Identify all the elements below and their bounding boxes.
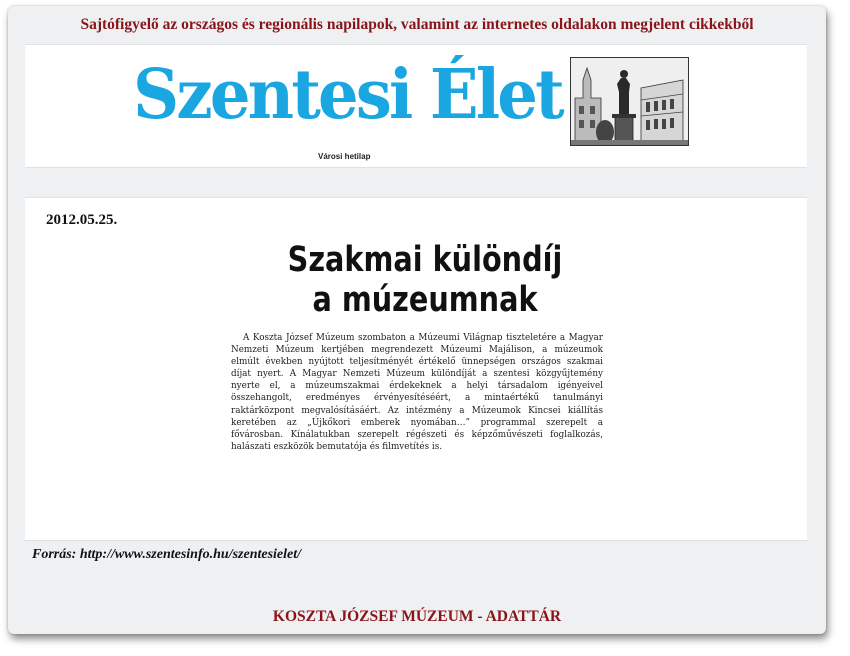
article-panel xyxy=(25,197,807,541)
headline-line-1: Szakmai különdíj xyxy=(287,240,563,280)
newspaper-subtitle: Városi hetilap xyxy=(318,152,371,161)
statue-illustration-graphic xyxy=(571,58,688,145)
footer-title: KOSZTA JÓZSEF MÚZEUM - ADATTÁR xyxy=(272,608,562,625)
article-body: A Koszta József Múzeum szombaton a Múzeumi Világnap tiszteletére a Magyar Nemzeti Múzeum kertjében megrendezett Múzeumi Majálison, a múzeumok elmúlt években nyújtott teljesítményét értékelő ünnepségen országos szakmai díjat nyert. A Magyar Nemzeti Múzeum különdíját a szentesi közgyűjtemény nyerte el, a múzeumszakmai érdekeknek a helyi társadalom igényeivel összehangolt, eredményes érvényesítéséért, a mintaértékű tanulmányi raktárközpont megvalósításáért. Az intézmény a Múzeumok Kincsei kiállítás keretében az „Újkőkori emberek nyomában…” programmal szerepelt a fővárosban. Kínálatukban szerepelt régészeti és képzőművészeti foglalkozás, halászati eszközök bemutatója és filmvetítés is. xyxy=(231,333,603,452)
newspaper-logo: Szentesi Élet xyxy=(133,55,562,135)
article-date: 2012.05.25. xyxy=(46,212,118,228)
source-link: Forrás: http://www.szentesinfo.hu/szentesielet/ xyxy=(32,547,302,562)
headline-line-2: a múzeumnak xyxy=(312,280,538,320)
masthead-panel xyxy=(25,44,807,168)
header-title: Sajtófigyelő az országos és regionális napilapok, valamint az internetes oldalakon megjelent cikkekből xyxy=(80,16,754,33)
statue-illustration xyxy=(570,57,689,146)
page-frame xyxy=(8,6,826,634)
article-headline xyxy=(245,240,606,320)
